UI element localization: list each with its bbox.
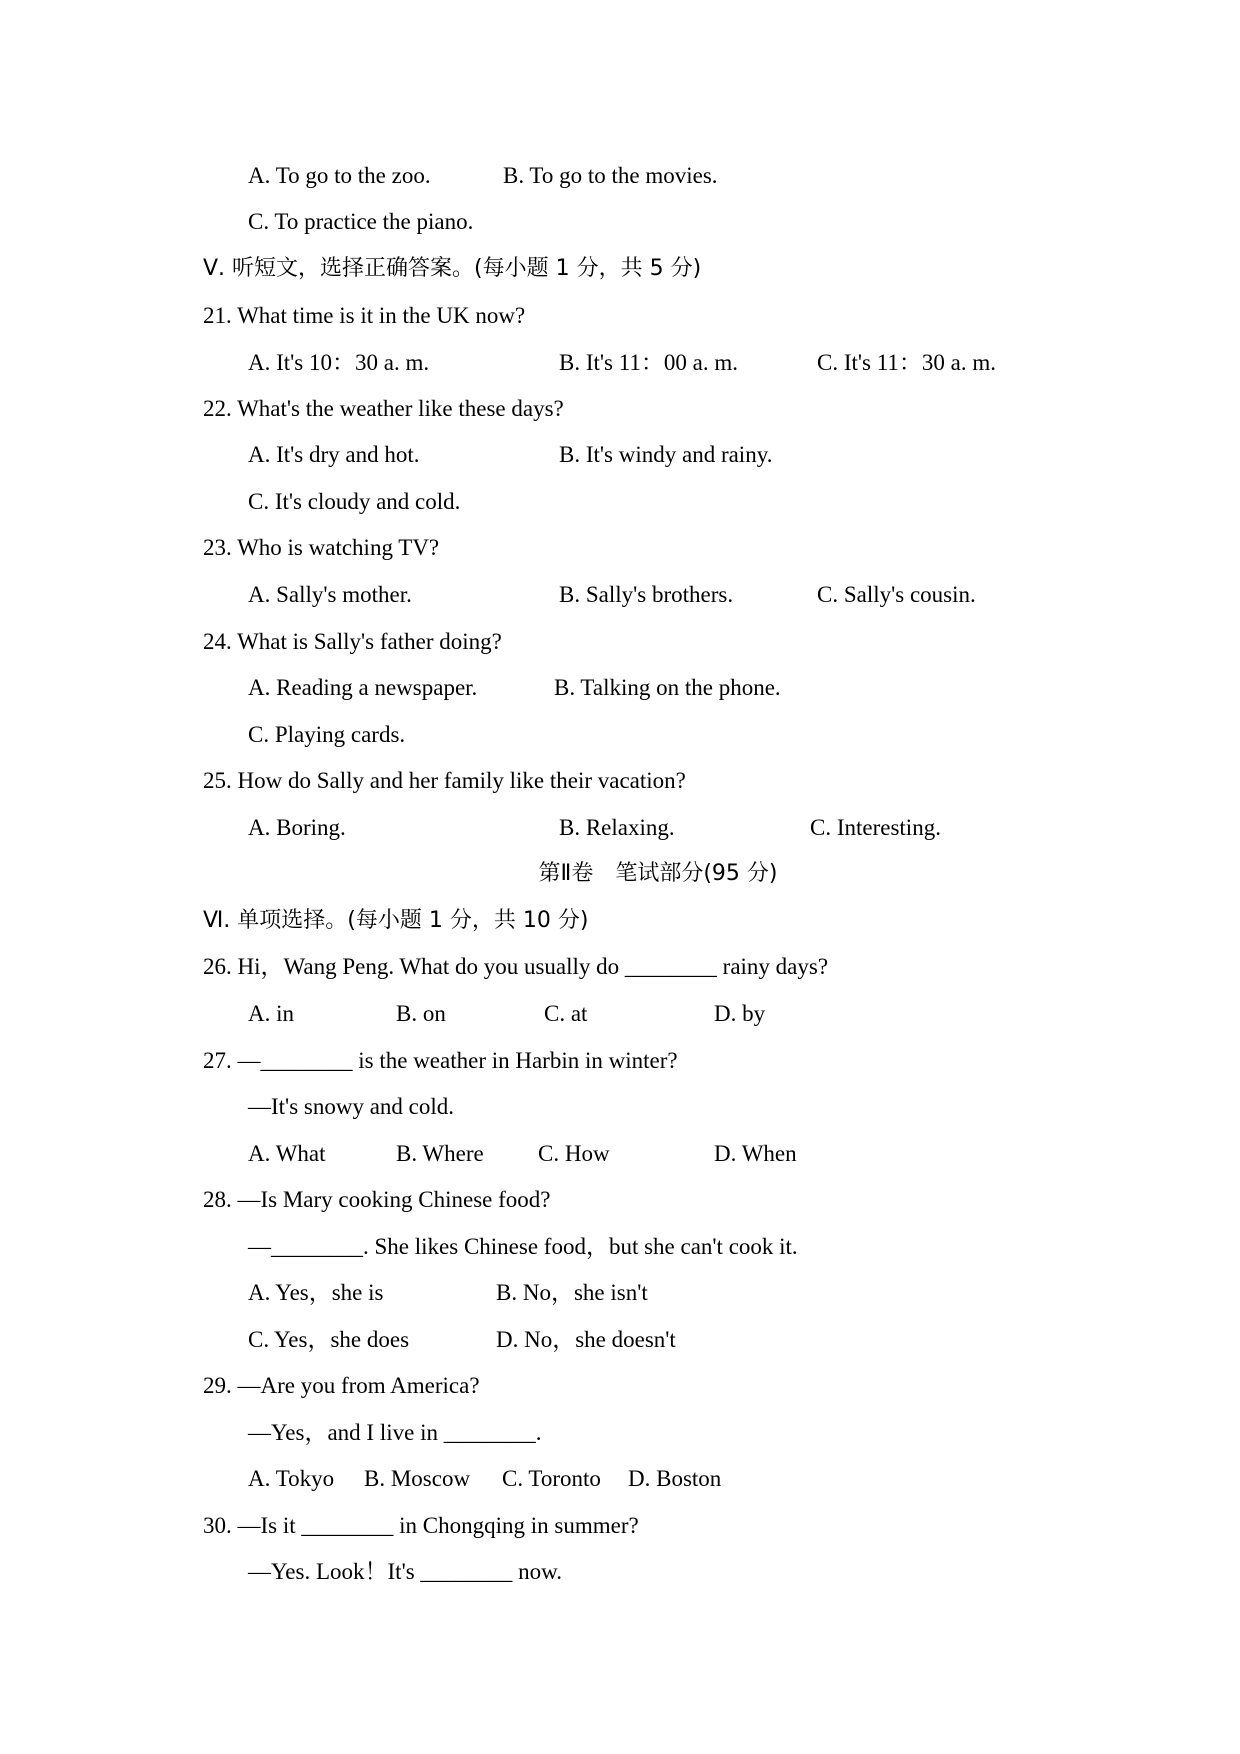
q27-option-b: B. Where bbox=[396, 1141, 484, 1166]
q25-option-c: C. Interesting. bbox=[810, 815, 941, 840]
q29-option-a: A. Tokyo bbox=[248, 1466, 335, 1491]
q27-question: 27. —________ is the weather in Harbin in winter? bbox=[203, 1048, 678, 1073]
q22-question: 22. What's the weather like these days? bbox=[203, 396, 564, 421]
q22-option-b: B. It's windy and rainy. bbox=[559, 442, 773, 467]
q27-answer-line: —It's snowy and cold. bbox=[248, 1094, 455, 1119]
q27-option-a: A. What bbox=[248, 1141, 326, 1166]
q28-option-d: D. No，she doesn't bbox=[496, 1327, 676, 1352]
q24-question: 24. What is Sally's father doing? bbox=[203, 629, 502, 654]
q28-answer-line: —________. She likes Chinese food，but she can't cook it. bbox=[248, 1234, 798, 1259]
q26-option-d: D. by bbox=[714, 1001, 766, 1026]
section5-title: Ⅴ. 听短文，选择正确答案。(每小题 1 分，共 5 分) bbox=[203, 256, 702, 281]
q25-question: 25. How do Sally and her family like their vacation? bbox=[203, 768, 686, 793]
q29-option-b: B. Moscow bbox=[364, 1466, 471, 1491]
top-option-c: C. To practice the piano. bbox=[248, 209, 474, 234]
top-option-a: A. To go to the zoo. bbox=[248, 163, 431, 188]
q29-question: 29. —Are you from America? bbox=[203, 1373, 480, 1398]
q26-question: 26. Hi，Wang Peng. What do you usually do ________ rainy days? bbox=[203, 954, 829, 979]
q21-option-c: C. It's 11：30 a. m. bbox=[817, 350, 996, 375]
q28-option-c: C. Yes，she does bbox=[248, 1327, 410, 1352]
q25-option-a: A. Boring. bbox=[248, 815, 346, 840]
q27-option-d: D. When bbox=[714, 1141, 797, 1166]
part2-title: 第Ⅱ卷 笔试部分(95 分) bbox=[538, 861, 778, 886]
q30-answer-line: —Yes. Look！It's ________ now. bbox=[248, 1559, 563, 1584]
q25-option-b: B. Relaxing. bbox=[559, 815, 675, 840]
q29-answer-line: —Yes，and I live in ________. bbox=[248, 1420, 542, 1445]
q29-option-d: D. Boston bbox=[628, 1466, 722, 1491]
q26-option-b: B. on bbox=[396, 1001, 446, 1026]
q23-option-c: C. Sally's cousin. bbox=[817, 582, 976, 607]
q27-option-c: C. How bbox=[538, 1141, 610, 1166]
q23-option-a: A. Sally's mother. bbox=[248, 582, 412, 607]
q21-option-b: B. It's 11：00 a. m. bbox=[559, 350, 738, 375]
q26-option-c: C. at bbox=[544, 1001, 588, 1026]
q28-question: 28. —Is Mary cooking Chinese food? bbox=[203, 1187, 551, 1212]
q24-option-a: A. Reading a newspaper. bbox=[248, 675, 478, 700]
q24-option-b: B. Talking on the phone. bbox=[554, 675, 781, 700]
q22-option-a: A. It's dry and hot. bbox=[248, 442, 420, 467]
q22-option-c: C. It's cloudy and cold. bbox=[248, 489, 461, 514]
q30-question: 30. —Is it ________ in Chongqing in summer? bbox=[203, 1513, 639, 1538]
q26-option-a: A. in bbox=[248, 1001, 294, 1026]
q23-option-b: B. Sally's brothers. bbox=[559, 582, 734, 607]
section6-title: Ⅵ. 单项选择。(每小题 1 分，共 10 分) bbox=[203, 908, 589, 933]
q24-option-c: C. Playing cards. bbox=[248, 722, 406, 747]
q21-option-a: A. It's 10：30 a. m. bbox=[248, 350, 430, 375]
q23-question: 23. Who is watching TV? bbox=[203, 535, 440, 560]
q28-option-b: B. No，she isn't bbox=[496, 1280, 648, 1305]
q29-option-c: C. Toronto bbox=[502, 1466, 601, 1491]
q28-option-a: A. Yes，she is bbox=[248, 1280, 384, 1305]
top-option-b: B. To go to the movies. bbox=[503, 163, 718, 188]
q21-question: 21. What time is it in the UK now? bbox=[203, 303, 526, 328]
